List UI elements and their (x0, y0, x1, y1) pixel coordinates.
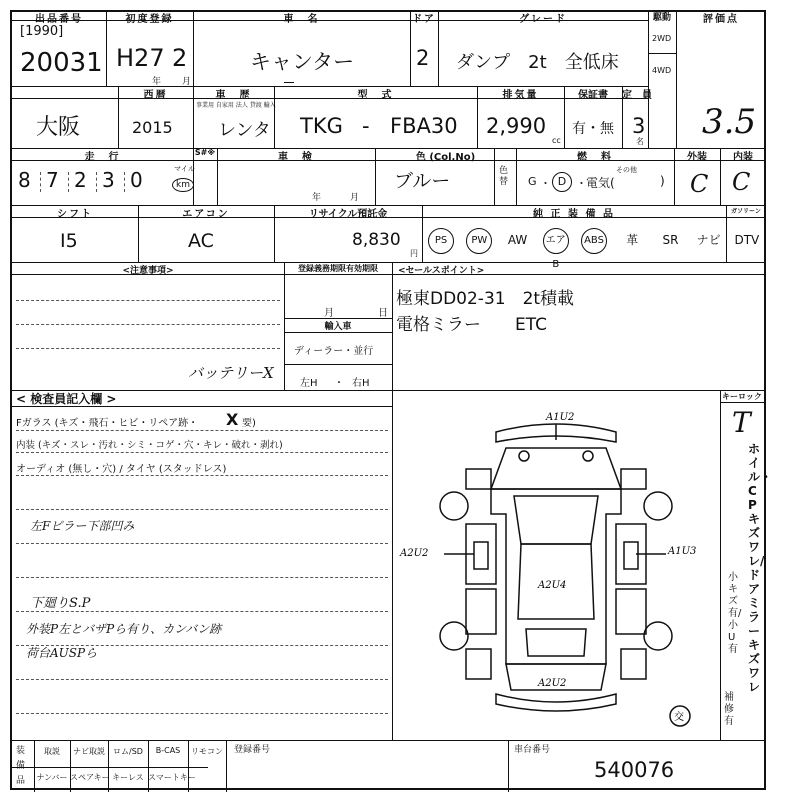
keylock-side-1: 小キズ有/小U有 (728, 572, 742, 655)
fuel-d-circled: D (552, 172, 572, 192)
chassis-label: 車台番号 (514, 745, 551, 755)
import-label: 輸入車 (324, 322, 352, 332)
inspector-audio-line: オーディオ (無し・穴) / タイヤ (スタッドレス) (16, 464, 227, 475)
equipment-item: PS (428, 228, 454, 254)
footer-item: ロム/SD (113, 747, 143, 756)
mileage-separator (40, 172, 41, 192)
footer-item: スペアキー (70, 773, 110, 782)
doors: 2 (416, 46, 430, 70)
dealer: ディーラー・並行 (294, 346, 374, 357)
inspector-note-3: 外装P左とバザPら有り、カンバン跡 (26, 622, 222, 636)
sales-label: <セールスポイント> (398, 266, 485, 276)
keylock-side-2: 補修有 (724, 692, 734, 727)
footer-items-row1 (34, 744, 226, 764)
inspection-label: 車 検 (278, 152, 314, 163)
shift: I5 (60, 230, 78, 252)
equipment-item: ナビ (696, 233, 721, 247)
region: 大阪 (36, 115, 81, 140)
car-name-label: 車 名 (283, 14, 320, 25)
car-name: キャンター (250, 50, 355, 74)
drive-label: 駆動 (652, 13, 671, 23)
inspection-month-unit: 月 (350, 193, 360, 203)
color: ブルー (394, 170, 451, 192)
inspector-note-4: 荷台AUSPら (26, 646, 98, 660)
damage-top: A1U2 (546, 412, 575, 423)
fuel-other: その他 (616, 166, 637, 174)
footer-item: ナビ取説 (73, 747, 105, 756)
mileage-digits (18, 168, 168, 198)
footer-item: スマートキー (148, 773, 196, 782)
mileage-separator (68, 172, 69, 192)
model-dash: - (362, 114, 370, 138)
sales-line2: 電格ミラー ETC (396, 315, 547, 335)
mileage-unit-mile: マイル (174, 165, 195, 173)
lot-label: 出品番号 (35, 14, 83, 25)
inspection-year-unit: 年 (312, 193, 322, 203)
caution-handwritten: バッテリーX (188, 364, 274, 382)
inspector-note-2: 下廻りS.P (30, 596, 91, 611)
sw-label: S#※ (194, 148, 216, 157)
damage-bottom: A2U2 (538, 678, 567, 689)
fuel-label: 燃 料 (577, 152, 613, 163)
year-label: 西暦 (143, 90, 168, 101)
steer-right: 右H (352, 378, 370, 389)
reg-month: 月 (324, 308, 334, 319)
grade: ダンプ 2t 全低床 (456, 52, 619, 73)
color-change: 色替 (499, 166, 509, 187)
equipment-item: AW (507, 233, 528, 247)
equipment-item: ABS (581, 228, 607, 254)
fuel-g: G (528, 175, 537, 188)
exterior-score: C (690, 170, 709, 198)
equipment-item: DTV (734, 233, 760, 247)
door-label: ドア (412, 14, 436, 25)
reg-day: 日 (378, 308, 388, 319)
footer-side-label: 装備品 (16, 746, 26, 786)
drive-4wd: 4WD (652, 66, 672, 75)
mileage-digit: 0 (130, 168, 143, 192)
corner-mark: 交 (674, 712, 684, 723)
inspector-interior-line: 内装 (キズ・スレ・汚れ・シミ・コゲ・穴・キレ・破れ・剥れ) (16, 440, 283, 451)
equip-label: 純 正 装 備 品 (533, 209, 615, 220)
score-label: 評価点 (703, 14, 739, 25)
ac-label: エアコン (182, 209, 230, 220)
damage-right: A1U3 (668, 546, 697, 557)
history-label: 車 歴 (215, 90, 252, 101)
inspector-title: < 検査員記入欄 > (16, 392, 117, 406)
capacity: 3 (632, 114, 646, 138)
warranty-label: 保証書 (578, 90, 608, 101)
recycle-label: リサイクル預託金 (308, 209, 388, 220)
damage-center: A2U4 (538, 580, 567, 591)
glass-required: 要) (242, 418, 256, 429)
footer-items-row2 (34, 770, 226, 790)
first-reg-era: H27 (116, 44, 165, 72)
model-prefix: TKG (300, 114, 343, 138)
mileage-separator (96, 172, 97, 192)
mileage-digit: 3 (102, 168, 115, 192)
sales-line1: 極東DD02-31 2t積載 (396, 289, 575, 309)
reg-deadline-label: 登録義務期限有効期限 (298, 264, 378, 273)
equipment-list (422, 224, 766, 270)
footer-item: B-CAS (155, 746, 181, 755)
interior-score: C (732, 168, 751, 196)
fuel-close: ) (660, 174, 665, 188)
equipment-item: エアB (543, 228, 569, 254)
steer-left: 左H (300, 378, 318, 389)
equipment-item: 革 (626, 233, 639, 247)
first-reg-month: 2 (172, 44, 188, 72)
cc-unit: cc (552, 136, 561, 145)
reg-number-label: 登録番号 (234, 745, 271, 755)
score-value: 3.5 (702, 102, 757, 142)
caution-label: <注意事項> (122, 266, 174, 276)
footer-item: ナンバー (36, 773, 68, 782)
year: 2015 (132, 118, 173, 137)
year-unit: 年 (152, 77, 162, 87)
mileage-digit: 2 (74, 168, 87, 192)
footer-item: キーレス (112, 773, 144, 782)
interior-label: 内装 (733, 152, 753, 163)
month-unit: 月 (182, 77, 192, 87)
footer-item: リモコン (191, 747, 223, 756)
displacement: 2,990 (486, 114, 547, 138)
exterior-label: 外装 (687, 152, 707, 163)
yen-unit: 円 (410, 249, 418, 258)
model: FBA30 (390, 114, 458, 138)
shift-label: シフト (57, 209, 93, 220)
grade-label: グレード (519, 14, 567, 25)
keylock-label: キーロック (722, 392, 762, 401)
equipment-item: SR (662, 233, 679, 247)
lot-bracket: [1990] (20, 24, 64, 39)
mileage-unit-km: km (172, 178, 194, 192)
mileage-label: 走 行 (84, 152, 121, 163)
vehicle-damage-diagram (396, 394, 716, 738)
ac: AC (188, 230, 214, 252)
mileage-digit: 7 (46, 168, 59, 192)
fuel-elec: 電気( (586, 176, 615, 190)
inspector-glass-line: Fガラス (キズ・飛石・ヒビ・リペア跡・ (16, 418, 199, 429)
capacity-label: 定 員 (622, 90, 652, 101)
gasoline-label: ガソリーン (731, 208, 761, 215)
history: レンタ (218, 120, 271, 141)
warranty: 有・無 (572, 121, 614, 137)
chassis-number: 540076 (594, 758, 675, 782)
glass-x-mark: X (226, 410, 239, 429)
inspector-note-1: 左Fピラー下部凹み (30, 519, 135, 533)
mileage-digit: 8 (18, 168, 31, 192)
capacity-unit: 名 (636, 137, 644, 146)
lot-number: 20031 (20, 48, 103, 78)
drive-2wd: 2WD (652, 34, 672, 43)
first-reg-label: 初度登録 (125, 14, 174, 25)
footer-item: 取説 (44, 747, 60, 756)
color-label: 色 (Col.No) (415, 152, 476, 163)
auction-sheet: 出品番号 初度登録 車 名 ドア グレード 駆動 評価点 [1990] 20031 H27 2 年 月 キャンター 2 ダンプ 2t 全低床 2WD 4WD 3.5 西暦 車 歴 型 式 排気量 保証書 定 員 事業用 自家用 法人 貸渡 輸入 大阪 2015 レンタ TKG - FBA30 2,990 cc 有・無 3 名 走 行 S#※ 車 検 色 (Col.No) 燃 料 外装 内装 8 7 2 3 0 マイル km 年 月 ブルー 色替 G ・ D ・ 電気( その他 ) C C シフト エアコン リサイクル預託金 純 正 装 備 品 ガソリーン I5 AC 8,830 円 PS PW AW エアB ABS 革 SR ナビ DTV <注意事項> 登録義務期限有効期限 <セールスポイント> 月 日 輸入車 ディーラー・並行 左H ・ 右H 極東DD02-31 2t積載 電格ミラー ETC バッテリーX < 検査員記入欄 > Fガラス (キズ・飛石・ヒビ・リペア跡・ X 要) 内装 (キズ・スレ・汚れ・シミ・コゲ・穴・キレ・破れ・剥れ) オーディオ (無し・穴) / タイヤ (スタッドレス) 左Fピラー下部凹み 下廻りS.P 外装P左とバザPら有り、カンバン跡 荷台AUSPら A1U2 A2U2 A1U3 A2U4 A2U2 交 キーロック T ホイル・CPキズワレ/ドアミラーキズワレ 小キズ有/小U有 補修有 装備品 取説 ナビ取説 ロム/SD B-CAS リモコン ナンバー スペアキー キーレス スマートキー 登録番号 車台番号 540076 (10, 10, 766, 790)
model-label: 型 式 (357, 90, 394, 101)
mileage-separator (124, 172, 125, 192)
damage-left: A2U2 (400, 548, 429, 559)
history-sub: 事業用 自家用 法人 貸渡 輸入 (196, 102, 276, 109)
keylock-note: ホイル・CPキズワレ/ドアミラーキズワレ (748, 442, 773, 694)
recycle: 8,830 (352, 230, 401, 250)
displacement-label: 排気量 (502, 90, 539, 101)
equipment-item: PW (466, 228, 492, 254)
keylock-value: T (732, 406, 751, 439)
